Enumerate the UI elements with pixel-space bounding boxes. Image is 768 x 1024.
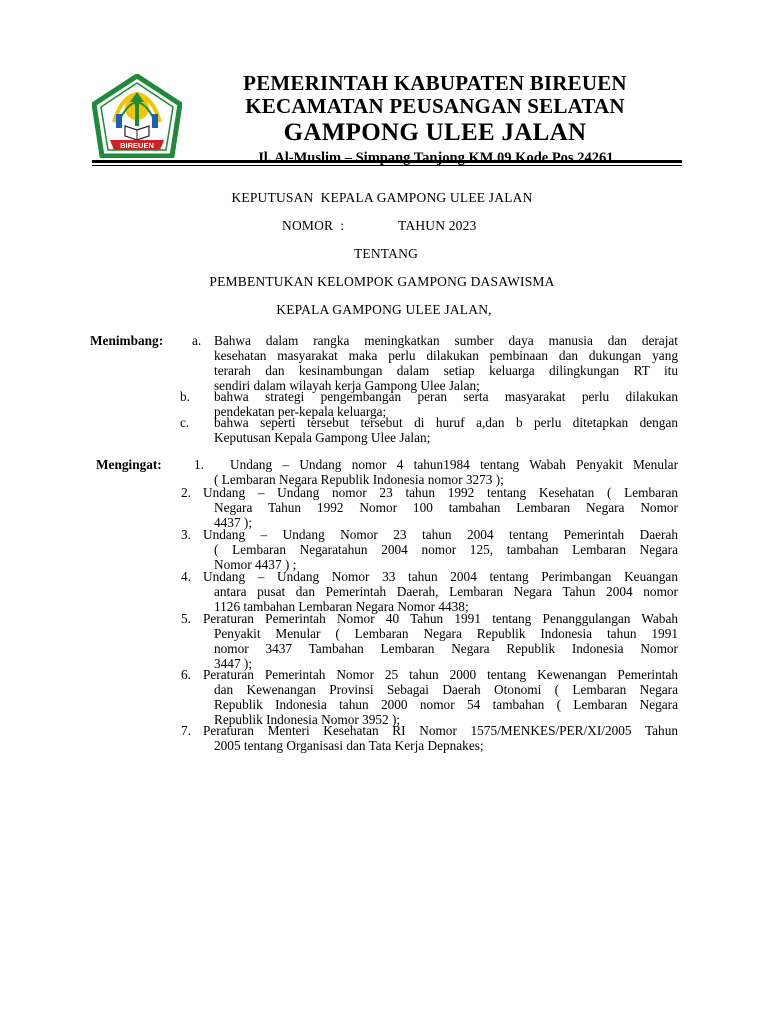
decree-subject [0,274,766,290]
menimbang-label: Menimbang: [90,333,164,348]
text-line: dan Kewenangan Provinsi Sebagai Daerah Otonomi ( Lembaran Negara [214,682,678,697]
mengingat-marker: 3. [181,527,191,542]
letterhead-rule-thin [92,165,682,166]
menimbang-marker: b. [180,389,190,404]
letterhead [190,72,680,167]
mengingat-label: Mengingat: [96,457,162,472]
letterhead-government: PEMERINTAH KABUPATEN BIREUEN [243,71,627,95]
mengingat-marker: 2. [181,485,191,500]
mengingat-continuation [214,584,678,614]
text-line: 3447 ); [214,656,253,671]
decree-subject-text: PEMBENTUKAN KELOMPOK GAMPONG DASAWISMA [209,274,555,289]
mengingat-continuation [214,682,678,727]
mengingat-marker: 4. [181,569,191,584]
text-line: terarah dan kesinambungan dalam setiap keluarga dilingkungan RT itu [214,363,678,378]
nomor-label: NOMOR : [282,218,345,233]
letterhead-subdistrict: KECAMATAN PEUSANGAN SELATAN [245,94,625,118]
text-line: Undang – Undang nomor 23 tahun 1992 tentang Kesehatan ( Lembaran [203,485,678,500]
tahun-label: TAHUN 2023 [398,218,477,233]
text-line: Keputusan Kepala Gampong Ulee Jalan; [214,430,431,445]
menimbang-marker: a. [192,333,202,348]
text-line: 4437 ); [214,515,253,530]
mengingat-marker: 7. [181,723,191,738]
text-line: Peraturan Pemerintah Nomor 25 tahun 2000 tentang Kewenangan Pemerintah [203,667,678,682]
mengingat-continuation [214,626,678,671]
text-line: antara pusat dan Pemerintah Daerah, Lembaran Negara Tahun 2004 nomor [214,584,678,599]
text-line: sendiri dalam wilayah kerja Gampong Ulee Jalan; [214,378,480,393]
mengingat-marker: 1. [194,457,204,472]
letterhead-village: GAMPONG ULEE JALAN [283,119,587,146]
text-line: nomor 3437 Tambahan Lembaran Negara Republik Indonesia Nomor [214,641,678,656]
text-line: bahwa strategi pengembangan peran serta masyarakat perlu dilakukan [214,389,678,404]
text-line: 2005 tentang Organisasi dan Tata Kerja Depnakes; [214,738,484,753]
text-line: ( Lembaran Negaratahun 2004 nomor 125, tambahan Lembaran Negara [214,542,678,557]
mengingat-continuation [214,738,678,753]
text-line: bahwa seperti tersebut tersebut di huruf a,dan b perlu ditetapkan dengan [214,415,678,430]
menimbang-text [214,333,678,393]
text-line: Peraturan Menteri Kesehatan RI Nomor 1575/MENKES/PER/XI/2005 Tahun [203,723,678,738]
mengingat-marker: 5. [181,611,191,626]
menimbang-marker: c. [180,415,190,430]
letterhead-rule-thick [92,160,682,163]
text-line: Undang – Undang Nomor 23 tahun 2004 tentang Pemerintah Daerah [203,527,678,542]
text-line: kesehatan masyarakat maka perlu dilakukan pembinaan dan dukungan yang [214,348,678,363]
text-line: Negara Tahun 1992 Nomor 100 tambahan Lembaran Negara Nomor [214,500,678,515]
decision-title-text: KEPUTUSAN KEPALA GAMPONG ULEE JALAN [231,190,533,205]
text-line: Republik Indonesia Nomor 3952 ); [214,712,401,727]
text-line: Peraturan Pemerintah Nomor 40 Tahun 1991 tentang Penanggulangan Wabah [203,611,678,626]
text-line: pendekatan per-kepala keluarga; [214,404,387,419]
bireuen-regency-logo [92,74,182,158]
text-line: Nomor 4437 ) ; [214,557,297,572]
svg-text:BIREUEN: BIREUEN [120,141,154,150]
tentang-heading [2,246,768,262]
mengingat-continuation [214,542,678,572]
tentang-text: TENTANG [353,246,419,261]
letterhead-address: Jl. Al-Muslim – Simpang Tanjong KM.09 Kode Pos 24261 [256,150,614,166]
mengingat-marker: 6. [181,667,191,682]
menimbang-text [214,415,678,445]
logo-emblem-icon [92,74,182,158]
text-line: Undang – Undang Nomor 33 tahun 2004 tentang Perimbangan Keuangan [203,569,678,584]
text-line: Republik Indonesia tahun 2000 nomor 54 tambahan ( Lembaran Negara [214,697,678,712]
issuer-heading-text: KEPALA GAMPONG ULEE JALAN, [276,302,492,317]
text-line: Penyakit Menular ( Lembaran Negara Republik Indonesia tahun 1991 [214,626,678,641]
decision-title [0,190,766,206]
text-line: ( Lembaran Negara Republik Indonesia nomor 3273 ); [214,472,504,487]
text-line: 1126 tambahan Lembaran Negara Nomor 4438; [214,599,469,614]
mengingat-continuation [214,500,678,530]
text-line: Bahwa dalam rangka meningkatkan sumber daya manusia dan derajat [214,333,678,348]
text-line: Undang – Undang nomor 4 tahun1984 tentang Wabah Penyakit Menular [230,457,678,472]
issuer-heading [0,302,768,318]
